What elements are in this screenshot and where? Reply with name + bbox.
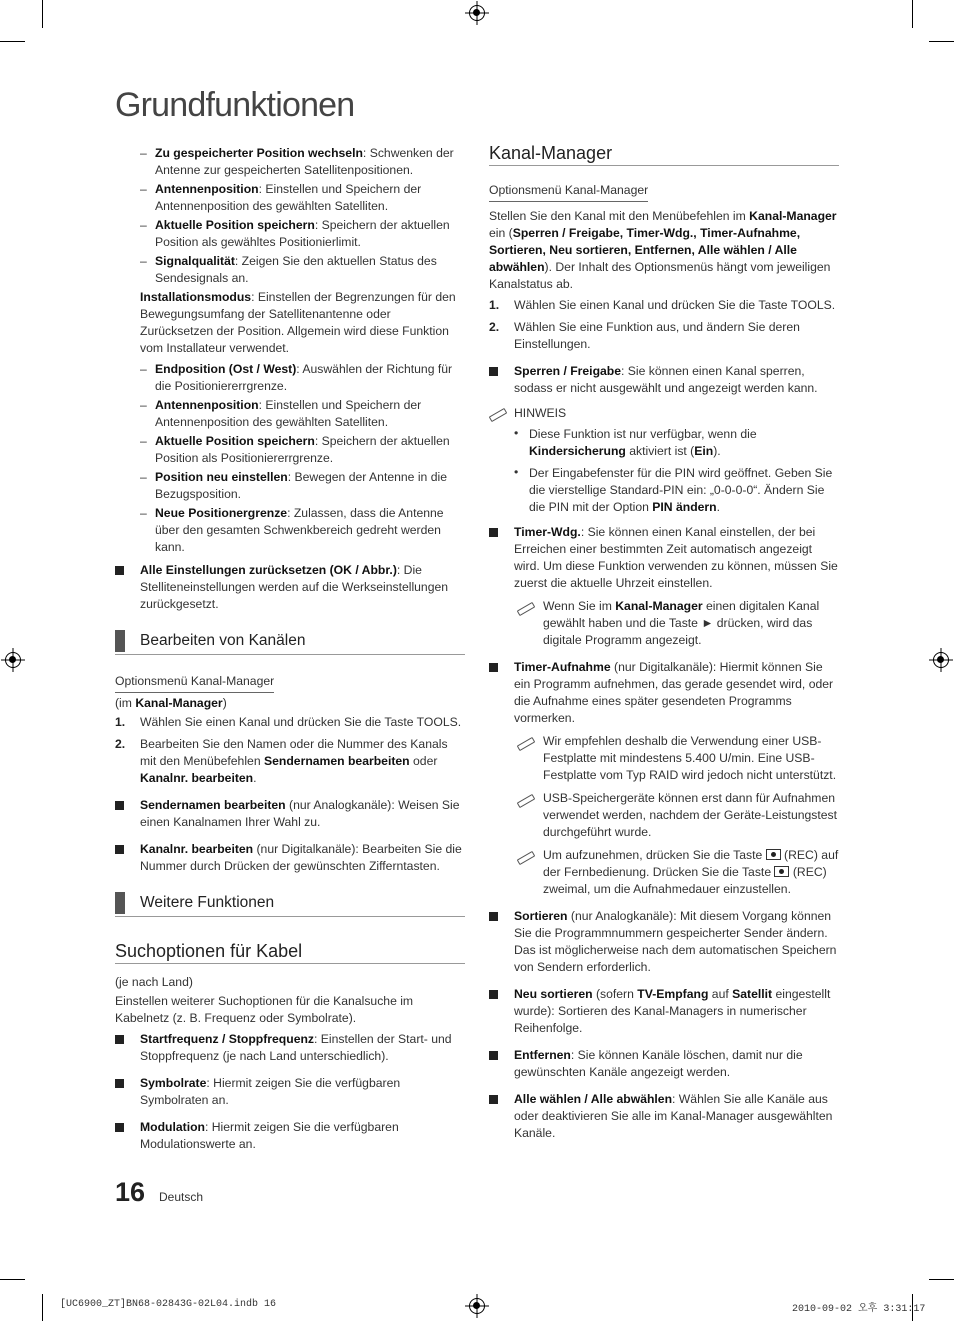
section-title: Suchoptionen für Kabel bbox=[115, 943, 465, 964]
crop-mark bbox=[42, 1294, 43, 1321]
paragraph: Einstellen weiterer Suchoptionen für die Kanalsuche im Kabelnetz (z. B. Frequenz oder Symbolrate). bbox=[115, 994, 414, 1025]
list-item: Neu sortieren (sofern TV-Empfang auf Satellit eingestellt wurde): Sortieren des Kanal-Managers in numerischer Reihenfolge. bbox=[489, 986, 839, 1037]
list-item: Alle Einstellungen zurücksetzen (OK / Abbr.): Die Stelliteneinstellungen werden auf die Werkseinstellungen zurückgesetzt. bbox=[115, 562, 465, 613]
section-heading: Weitere Funktionen bbox=[115, 891, 465, 917]
rec-button-icon bbox=[774, 866, 789, 877]
right-column bbox=[489, 145, 839, 1148]
list-item: Startfrequenz / Stoppfrequenz: Einstellen der Start- und Stoppfrequenz (je nach Land unterschiedlich). bbox=[115, 1031, 465, 1065]
list-item: – Zu gespeicherter Position wechseln: Schwenken der Antenne zur gespeicherten Satellitenpositionen. bbox=[115, 145, 465, 179]
square-bullet-icon bbox=[489, 990, 498, 999]
list-item: Entfernen: Sie können Kanäle löschen, damit nur die gewünschten Kanäle angezeigt werden. bbox=[489, 1047, 839, 1081]
pencil-icon bbox=[517, 793, 535, 803]
crop-mark bbox=[929, 1279, 954, 1280]
pencil-icon bbox=[517, 850, 535, 860]
print-timestamp: 2010-09-02 오후 3:31:17 bbox=[792, 1304, 926, 1315]
registration-mark-icon bbox=[469, 1298, 485, 1314]
section-heading: Bearbeiten von Kanälen bbox=[115, 629, 465, 655]
list-item: – Signalqualität: Zeigen Sie den aktuellen Status des Sendesignals an. bbox=[115, 253, 465, 287]
list-item: – Antennenposition: Einstellen und Speichern der Antennenposition des gewählten Satelliten. bbox=[115, 181, 465, 215]
list-item: – Aktuelle Position speichern: Speichern der aktuellen Position als Positioniererrgrenze. bbox=[115, 433, 465, 467]
note-item: • Der Eingabefenster für die PIN wird geöffnet. Geben Sie die vierstellige Standard-PIN ein: „0-0-0-0“. Ändern Sie die PIN mit der Option PIN ändern. bbox=[489, 465, 839, 516]
square-bullet-icon bbox=[115, 1079, 124, 1088]
list-item: Timer-Wdg.: Sie können einen Kanal einstellen, der bei Erreichen einer bestimmten Zeit automatisch angezeigt wird. Um diese Funktion verwenden zu können, müssen Sie zuerst die aktuelle Uhrzeit einstellen. bbox=[489, 524, 839, 592]
list-item: Symbolrate: Hiermit zeigen Sie die verfügbaren Symbolraten an. bbox=[115, 1075, 465, 1109]
note-item: USB-Speichergeräte können erst dann für Aufnahmen verwendet werden, nachdem der Geräte-Leistungstest durchgeführt wurde. bbox=[489, 790, 839, 841]
list-item: – Endposition (Ost / West): Auswählen der Richtung für die Positioniererrgrenze. bbox=[115, 361, 465, 395]
square-bullet-icon bbox=[489, 528, 498, 537]
square-bullet-icon bbox=[115, 801, 124, 810]
list-item: – Position neu einstellen: Bewegen der Antenne in die Bezugsposition. bbox=[115, 469, 465, 503]
page-language: Deutsch bbox=[159, 1190, 204, 1204]
note-item: Um aufzunehmen, drücken Sie die Taste (REC) auf der Fernbedienung. Drücken Sie die Taste (REC) zweimal, um die Aufnahmedauer einzustellen. bbox=[489, 847, 839, 898]
square-bullet-icon bbox=[115, 1123, 124, 1132]
step-item: 1. Wählen Sie einen Kanal und drücken Sie die Taste TOOLS. bbox=[489, 298, 836, 312]
list-item: – Antennenposition: Einstellen und Speichern der Antennenposition des gewählten Satelliten. bbox=[115, 397, 465, 431]
option-menu-label: Optionsmenü Kanal-Manager bbox=[115, 673, 274, 693]
note-item: Wir empfehlen deshalb die Verwendung einer USB-Festplatte mit mindestens 5.400 U/min. Eine USB-Festplatte vom Typ RAID wird jedoch nicht unterstützt. bbox=[489, 733, 839, 784]
paragraph: Stellen Sie den Kanal mit den Menübefehlen im Kanal-Manager ein (Sperren / Freigabe, Timer-Wdg., Timer-Aufnahme, Sortieren, Neu sortieren, Entfernen, Alle wählen / Alle abwählen). Der Inhalt des Optionsmenüs hängt vom jeweiligen Kanalstatus ab. bbox=[489, 209, 837, 291]
list-item: Kanalnr. bearbeiten (nur Digitalkanäle): Bearbeiten Sie die Nummer durch Drücken der gewünschten Zifferntasten. bbox=[115, 841, 465, 875]
pencil-icon bbox=[489, 407, 507, 417]
crop-mark bbox=[0, 1279, 25, 1280]
square-bullet-icon bbox=[115, 845, 124, 854]
crop-mark bbox=[0, 41, 25, 42]
square-bullet-icon bbox=[489, 1095, 498, 1104]
page-number: 16 bbox=[115, 1177, 146, 1207]
square-bullet-icon bbox=[115, 1035, 124, 1044]
print-file-info: [UC6900_ZT]BN68-02843G-02L04.indb 16 bbox=[60, 1299, 277, 1310]
rec-button-icon bbox=[766, 849, 781, 860]
registration-mark-icon bbox=[469, 5, 485, 21]
section-bar-icon bbox=[115, 630, 125, 652]
crop-mark bbox=[42, 0, 43, 28]
context-note: (je nach Land) bbox=[115, 975, 193, 989]
list-item: – Neue Positionergrenze: Zulassen, dass die Antenne über den gesamten Schwenkbereich gedreht werden kann. bbox=[115, 505, 465, 556]
step-item: 2. Wählen Sie eine Funktion aus, und ändern Sie deren Einstellungen. bbox=[489, 320, 800, 351]
page-title: Grundfunktionen bbox=[115, 86, 355, 124]
step-item: 1. Wählen Sie einen Kanal und drücken Sie die Taste TOOLS. bbox=[115, 715, 462, 729]
pencil-icon bbox=[517, 736, 535, 746]
note-item: • Diese Funktion ist nur verfügbar, wenn die Kindersicherung aktiviert ist (Ein). bbox=[489, 426, 839, 460]
list-item: Sperren / Freigabe: Sie können einen Kanal sperren, sodass er nicht ausgewählt und angezeigt werden kann. bbox=[489, 363, 839, 397]
installation-mode-text: Installationsmodus: Einstellen der Begrenzungen für den Bewegungsumfang der Satellitenantenne oder Zurücksetzen der Position. Allgemein wird diese Funktion vom Installateur verwendet. bbox=[140, 290, 456, 355]
square-bullet-icon bbox=[489, 1051, 498, 1060]
square-bullet-icon bbox=[115, 566, 124, 575]
context-note: (im Kanal-Manager) bbox=[115, 696, 227, 710]
list-item: Modulation: Hiermit zeigen Sie die verfügbaren Modulationswerte an. bbox=[115, 1119, 465, 1153]
registration-mark-icon bbox=[5, 652, 21, 668]
section-bar-icon bbox=[115, 892, 125, 914]
list-item: Sortieren (nur Analogkanäle): Mit diesem Vorgang können Sie die Programmnummern gespeicherter Sender ändern. Das ist möglicherweise nach dem automatischen Speichern von Sendern erforderlich. bbox=[489, 908, 839, 976]
square-bullet-icon bbox=[489, 663, 498, 672]
list-item: – Aktuelle Position speichern: Speichern der aktuellen Position als gewähltes Positionierlimit. bbox=[115, 217, 465, 251]
note-heading: HINWEIS bbox=[489, 405, 839, 422]
crop-mark bbox=[929, 41, 954, 42]
option-menu-label: Optionsmenü Kanal-Manager bbox=[489, 182, 648, 202]
list-item: Sendernamen bearbeiten (nur Analogkanäle): Weisen Sie einen Kanalnamen Ihrer Wahl zu. bbox=[115, 797, 465, 831]
registration-mark-icon bbox=[933, 652, 949, 668]
pencil-icon bbox=[517, 601, 535, 611]
note-item: Wenn Sie im Kanal-Manager einen digitalen Kanal gewählt haben und die Taste ► drücken, wird das digitale Programm angezeigt. bbox=[489, 598, 839, 649]
square-bullet-icon bbox=[489, 367, 498, 376]
square-bullet-icon bbox=[489, 912, 498, 921]
list-item: Timer-Aufnahme (nur Digitalkanäle): Hiermit können Sie ein Programm aufnehmen, das gerade gesendet wird, oder die Aufnahme eines später gesendeten Programms vormerken. bbox=[489, 659, 839, 727]
left-column bbox=[115, 145, 465, 1159]
step-item: 2. Bearbeiten Sie den Namen oder die Nummer des Kanals mit den Menübefehlen Sendernamen bearbeiten oder Kanalnr. bearbeiten. bbox=[115, 737, 448, 785]
list-item: Alle wählen / Alle abwählen: Wählen Sie alle Kanäle aus oder deaktivieren Sie alle im Kanal-Manager ausgewählten Kanäle. bbox=[489, 1091, 839, 1142]
crop-mark bbox=[912, 0, 913, 28]
section-title: Kanal-Manager bbox=[489, 145, 839, 166]
